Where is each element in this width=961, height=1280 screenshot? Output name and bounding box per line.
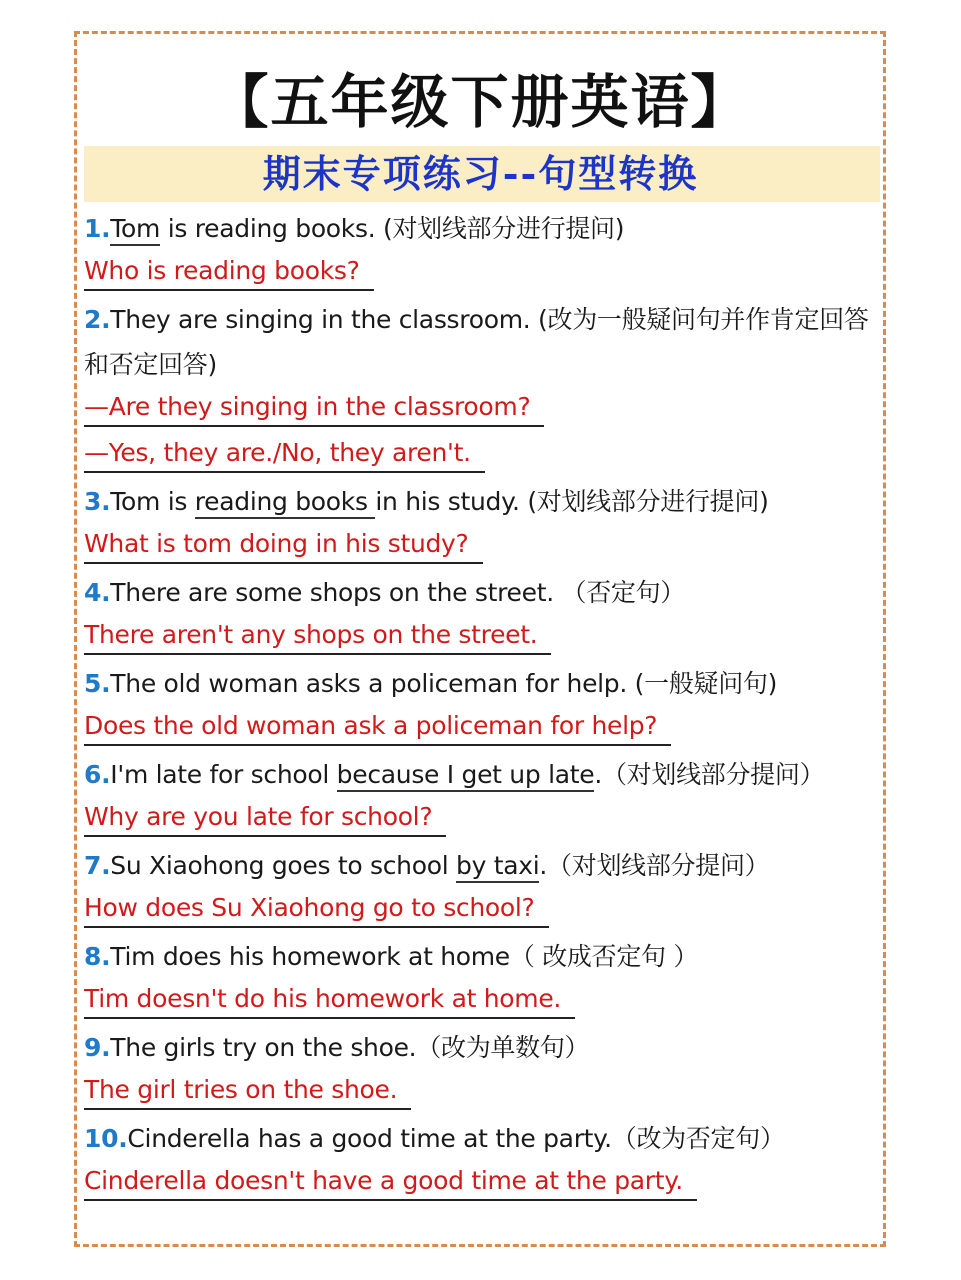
question-text: .（对划线部分提问）	[594, 760, 825, 789]
question-number: 5.	[84, 669, 111, 698]
question-text: Su Xiaohong goes to school	[110, 851, 457, 880]
answer-7	[84, 888, 884, 934]
answer-text: The girl tries on the shoe.	[84, 1072, 411, 1110]
question-1	[84, 206, 884, 251]
answer-text: Cinderella doesn't have a good time at the party.	[84, 1163, 697, 1201]
question-number: 3.	[84, 487, 111, 516]
answer-6	[84, 797, 884, 843]
answer-10	[84, 1161, 884, 1207]
answer-8	[84, 979, 884, 1025]
answer-text: Who is reading books?	[84, 253, 374, 291]
answer-text: There aren't any shops on the street.	[84, 617, 551, 655]
question-number: 7.	[84, 851, 111, 880]
question-text: in his study. (对划线部分进行提问)	[375, 487, 769, 516]
question-2	[84, 297, 884, 387]
question-text: The girls try on the shoe.（改为单数句）	[110, 1033, 590, 1062]
question-10	[84, 1116, 884, 1161]
answer-text: How does Su Xiaohong go to school?	[84, 890, 549, 928]
underlined-text: by taxi	[456, 851, 539, 883]
question-number: 9.	[84, 1033, 111, 1062]
question-number: 1.	[84, 214, 111, 243]
question-text: Tim does his homework at home（ 改成否定句 ）	[110, 942, 699, 971]
answer-1	[84, 251, 884, 297]
answer-text: Tim doesn't do his homework at home.	[84, 981, 575, 1019]
answer-5	[84, 706, 884, 752]
answer-text: —Yes, they are./No, they aren't.	[84, 435, 485, 473]
answer-3	[84, 524, 884, 570]
question-text: is reading books. (对划线部分进行提问)	[160, 214, 625, 243]
answer-text: What is tom doing in his study?	[84, 526, 483, 564]
question-text: The old woman asks a policeman for help. (一般疑问句)	[110, 669, 778, 698]
question-number: 10.	[84, 1124, 128, 1153]
question-7	[84, 843, 884, 888]
answer-text: —Are they singing in the classroom?	[84, 389, 544, 427]
question-text: .（对划线部分提问）	[539, 851, 770, 880]
question-9	[84, 1025, 884, 1070]
question-text: Cinderella has a good time at the party.（改为否定句）	[127, 1124, 785, 1153]
question-text: Tom is	[110, 487, 195, 516]
answer-4	[84, 615, 884, 661]
question-number: 6.	[84, 760, 111, 789]
question-text: They are singing in the classroom. (改为一般疑问句并作肯定回答和否定回答)	[84, 305, 869, 379]
question-text: There are some shops on the street. （否定句）	[110, 578, 686, 607]
question-8	[84, 934, 884, 979]
page-subtitle: 期末专项练习--句型转换	[262, 151, 699, 196]
question-number: 2.	[84, 305, 111, 334]
answer-text: Why are you late for school?	[84, 799, 446, 837]
answer-9	[84, 1070, 884, 1116]
question-5	[84, 661, 884, 706]
exercise-list	[84, 206, 884, 1207]
answer-2a	[84, 387, 884, 433]
question-3	[84, 479, 884, 524]
underlined-text: because I get up late	[337, 760, 595, 792]
answer-2b	[84, 433, 884, 479]
question-text: I'm late for school	[110, 760, 337, 789]
question-4	[84, 570, 884, 615]
question-number: 4.	[84, 578, 111, 607]
underlined-text: reading books	[195, 487, 376, 519]
page-title: 【五年级下册英语】	[210, 68, 751, 136]
underlined-text: Tom	[110, 214, 160, 246]
question-number: 8.	[84, 942, 111, 971]
question-6	[84, 752, 884, 797]
answer-text: Does the old woman ask a policeman for help?	[84, 708, 671, 746]
